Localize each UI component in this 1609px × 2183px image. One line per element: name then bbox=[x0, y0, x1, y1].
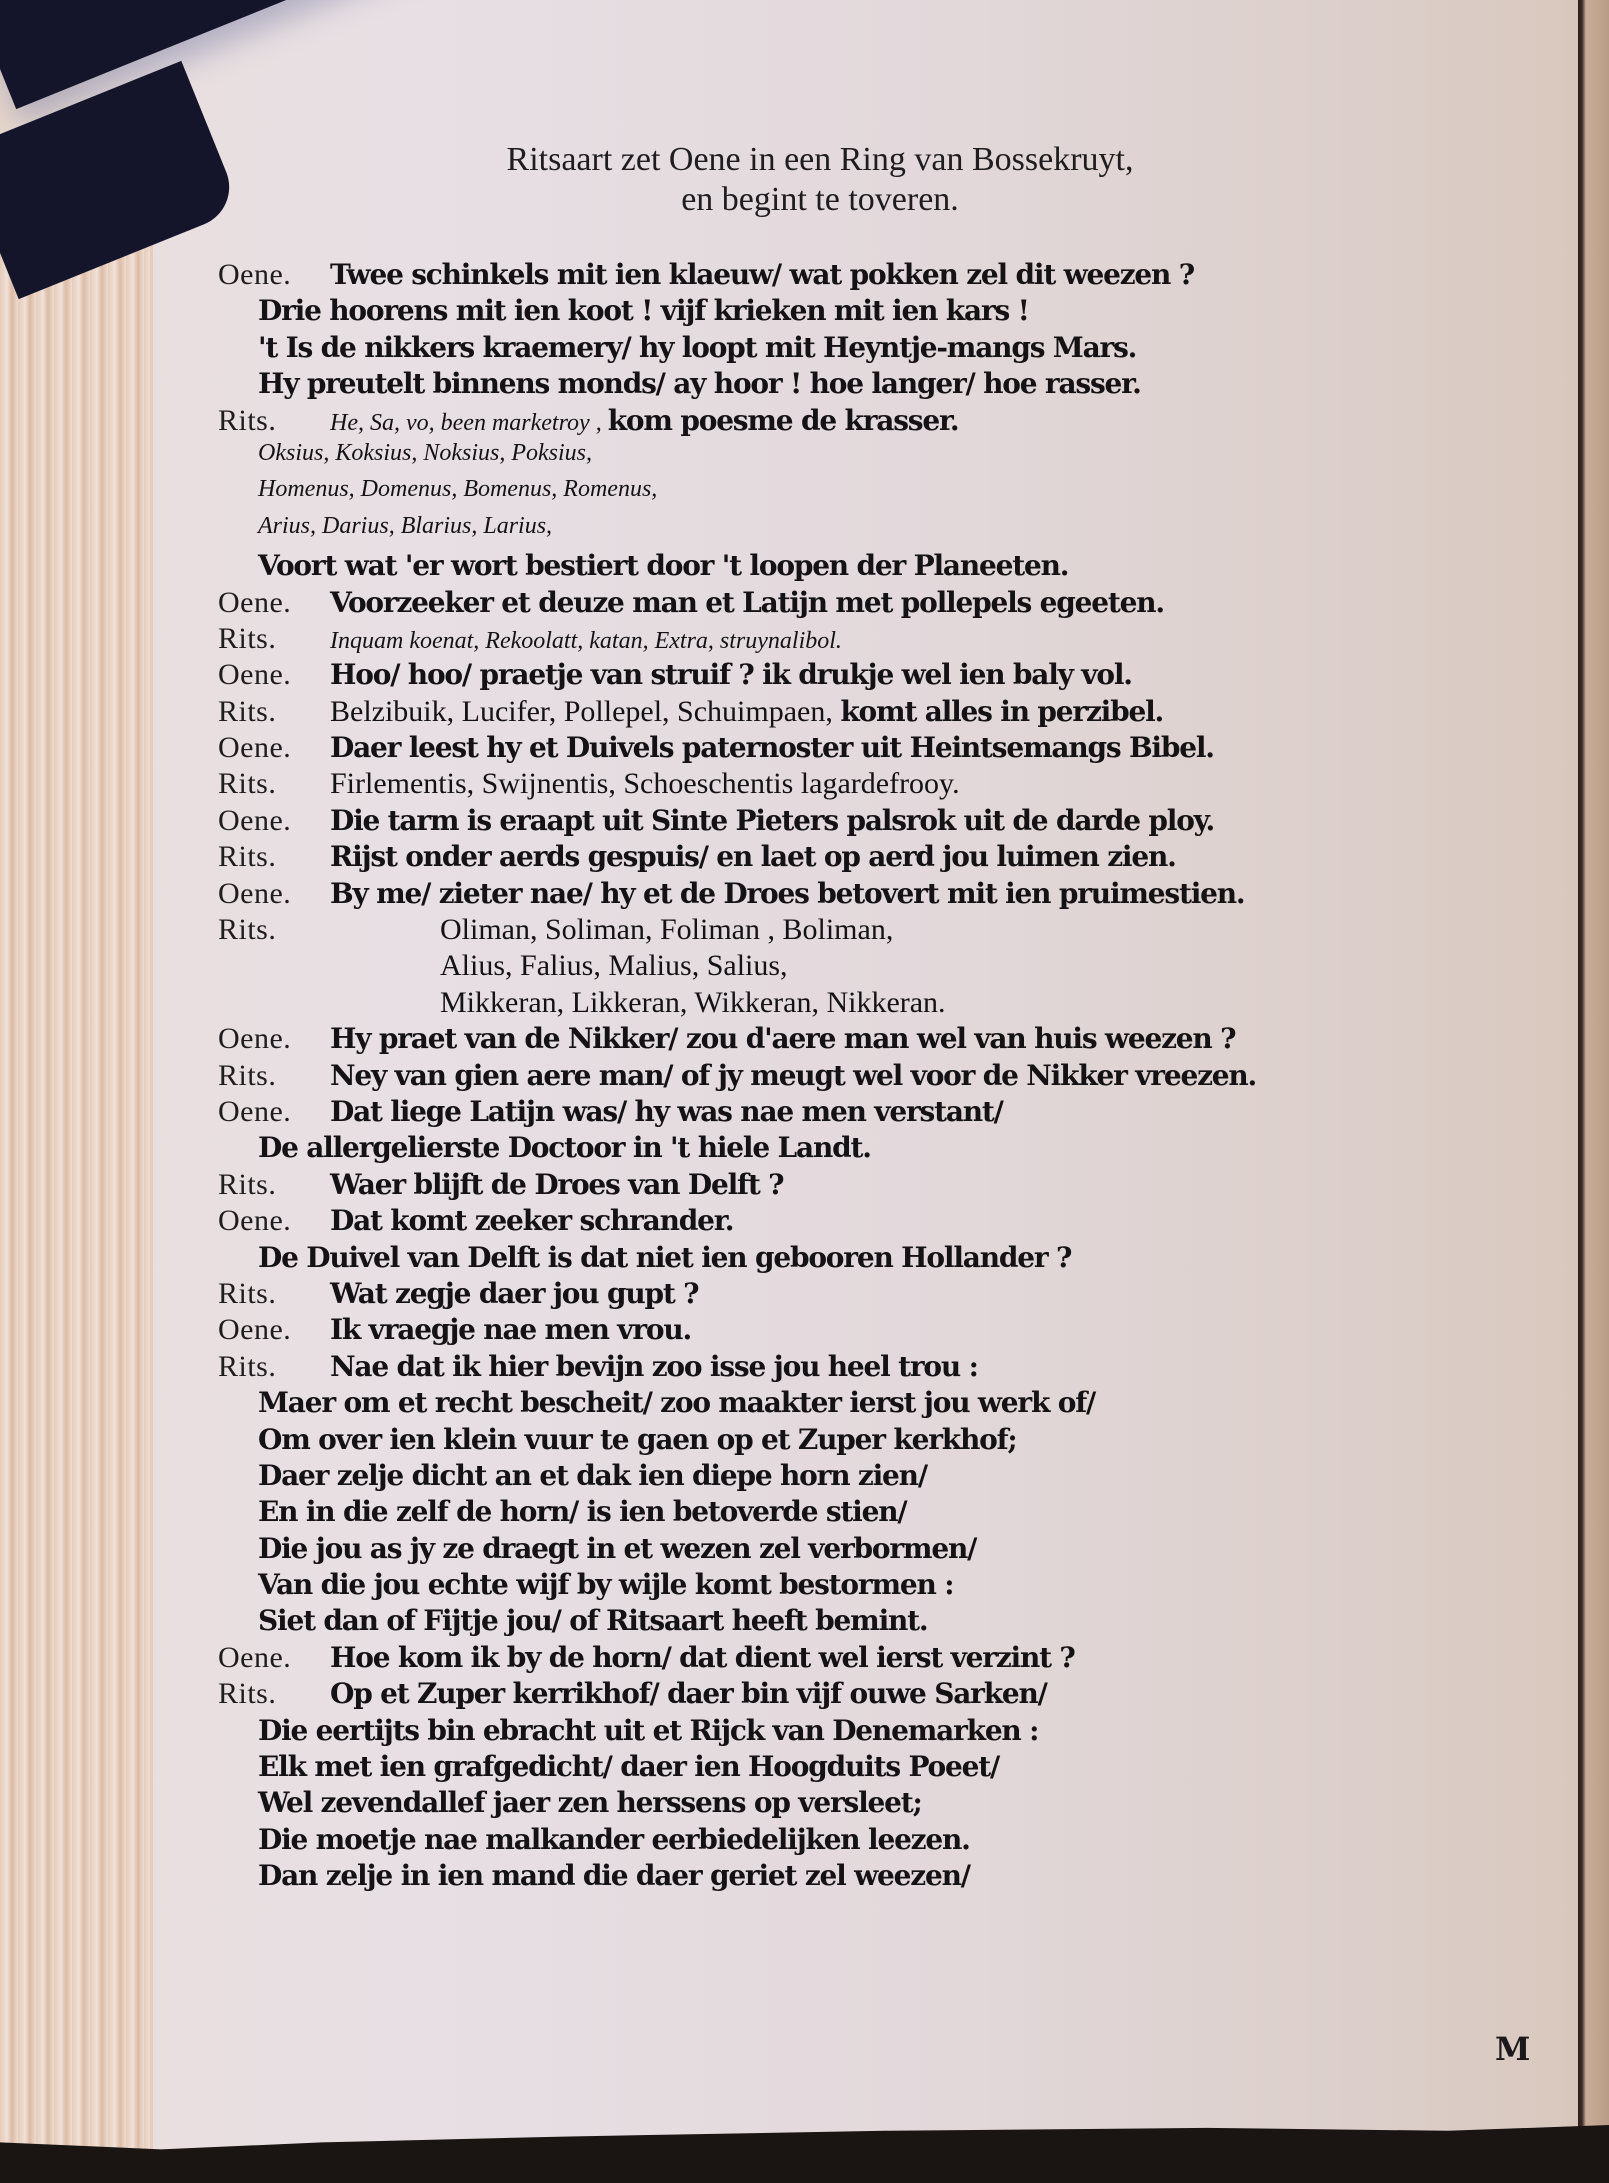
blackletter-text: Van die jou echte wijf by wijle komt bestormen : bbox=[258, 1568, 954, 1602]
dialogue-line bbox=[218, 476, 1418, 512]
dialogue-line bbox=[218, 1059, 1418, 1095]
dialogue-line bbox=[218, 549, 1418, 585]
dialogue-line bbox=[218, 1241, 1418, 1277]
line-text bbox=[218, 1241, 1071, 1274]
blackletter-text: Twee schinkels mit ien klaeuw/ wat pokken zel dit weezen ? bbox=[330, 258, 1194, 291]
dialogue-line bbox=[218, 1131, 1418, 1167]
blackletter-text: Nae dat ik hier bevijn zoo isse jou heel trou : bbox=[330, 1349, 978, 1383]
line-text bbox=[330, 949, 788, 983]
dialogue-line bbox=[218, 695, 1418, 731]
blackletter-text: Voorzeeker et deuze man et Latijn met pollepels egeeten. bbox=[330, 585, 1164, 619]
line-text bbox=[330, 804, 1214, 837]
line-text bbox=[330, 658, 1132, 691]
speaker-label: Rits. bbox=[218, 913, 277, 947]
line-text bbox=[218, 1750, 999, 1783]
line-text bbox=[330, 913, 893, 947]
line-text bbox=[330, 986, 946, 1020]
line-text bbox=[218, 1786, 922, 1819]
dialogue-line bbox=[218, 804, 1418, 840]
dialogue-line bbox=[218, 440, 1418, 476]
speaker-label: Rits. bbox=[218, 1677, 277, 1711]
speaker-label: Rits. bbox=[218, 403, 277, 437]
line-text bbox=[218, 1604, 927, 1637]
roman-text: Alius, Falius, Malius, Salius, bbox=[440, 949, 788, 983]
line-text bbox=[218, 476, 657, 503]
dialogue-line bbox=[218, 367, 1418, 403]
speaker-label: Oene. bbox=[218, 731, 292, 765]
dialogue-line bbox=[218, 913, 1418, 949]
line-text bbox=[330, 1095, 1003, 1128]
line-text bbox=[218, 513, 552, 540]
blackletter-text: Dat liege Latijn was/ hy was nae men verstant/ bbox=[330, 1094, 1003, 1128]
blackletter-text: Drie hoorens mit ien koot ! vijf krieken mit ien kars ! bbox=[258, 294, 1029, 328]
blackletter-text: De Duivel van Delft is dat niet ien gebooren Hollander ? bbox=[258, 1240, 1072, 1274]
line-text bbox=[218, 1823, 970, 1856]
dialogue-line bbox=[218, 986, 1418, 1022]
dialogue-line bbox=[218, 1423, 1418, 1459]
heading-line-2: en begint te toveren. bbox=[681, 181, 959, 218]
dialogue-line bbox=[218, 1386, 1418, 1422]
dialogue-line bbox=[218, 1604, 1418, 1640]
dialogue-line bbox=[218, 731, 1418, 767]
blackletter-text: 't Is de nikkers kraemery/ hy loopt mit Heyntje-mangs Mars. bbox=[258, 330, 1137, 364]
dialogue-line bbox=[218, 513, 1418, 549]
dialogue-line bbox=[218, 1495, 1418, 1531]
blackletter-text: Rijst onder aerds gespuis/ en laet op aerd jou luimen zien. bbox=[330, 840, 1176, 874]
line-text bbox=[330, 1313, 691, 1346]
blackletter-text: Hoo/ hoo/ praetje van struif ? ik drukje wel ien baly vol. bbox=[330, 658, 1132, 692]
blackletter-text: Wat zegje daer jou gupt ? bbox=[330, 1276, 699, 1310]
dialogue-line bbox=[218, 586, 1418, 622]
italic-text: Inquam koenat, Rekoolatt, katan, Extra, struynalibol. bbox=[330, 627, 842, 654]
line-text bbox=[218, 1459, 927, 1492]
blackletter-text: Op et Zuper kerrikhof/ daer bin vijf ouwe Sarken/ bbox=[330, 1677, 1047, 1711]
speaker-label: Oene. bbox=[218, 1313, 292, 1347]
scene-heading bbox=[420, 140, 1220, 220]
speaker-label: Oene. bbox=[218, 1204, 292, 1238]
roman-text: Oliman, Soliman, Foliman , Boliman, bbox=[440, 913, 894, 947]
speaker-label: Rits. bbox=[218, 621, 277, 655]
blackletter-text: Hy praet van de Nikker/ zou d'aere man wel van huis weezen ? bbox=[330, 1022, 1236, 1056]
blackletter-text: Die eertijts bin ebracht uit et Rijck van Denemarken : bbox=[258, 1713, 1039, 1747]
blackletter-text: By me/ zieter nae/ hy et de Droes betovert mit ien pruimestien. bbox=[330, 876, 1245, 910]
blackletter-text: Ik vraegje nae men vrou. bbox=[330, 1313, 692, 1347]
dialogue-line bbox=[218, 877, 1418, 913]
signature-mark: M bbox=[1495, 2030, 1528, 2068]
dialogue-line bbox=[218, 1714, 1418, 1750]
dialogue-line bbox=[218, 1677, 1418, 1713]
blackletter-text: Voort wat 'er wort bestiert door 't loopen der Planeeten. bbox=[258, 549, 1069, 583]
line-text bbox=[330, 731, 1214, 764]
speaker-label: Oene. bbox=[218, 803, 292, 837]
dialogue-line bbox=[218, 1204, 1418, 1240]
dialogue-line bbox=[218, 331, 1418, 367]
blackletter-text: Die moetje nae malkander eerbiedelijken leezen. bbox=[258, 1822, 970, 1856]
blackletter-text: Die tarm is eraapt uit Sinte Pieters palsrok uit de darde ploy. bbox=[330, 803, 1215, 837]
blackletter-text: De allergelierste Doctoor in 't hiele Landt. bbox=[258, 1131, 871, 1165]
italic-text: Oksius, Koksius, Noksius, Poksius, bbox=[258, 439, 593, 466]
line-text bbox=[330, 767, 960, 801]
blackletter-text: Die jou as jy ze draegt in et wezen zel verbormen/ bbox=[258, 1531, 977, 1565]
speaker-label: Oene. bbox=[218, 258, 292, 291]
line-text bbox=[330, 258, 1194, 291]
blackletter-text: Daer leest hy et Duivels paternoster uit Heintsemangs Bibel. bbox=[330, 731, 1214, 765]
line-text bbox=[330, 404, 958, 437]
line-text bbox=[218, 367, 1141, 400]
blackletter-text: Ney van gien aere man/ of jy meugt wel voor de Nikker vreezen. bbox=[330, 1058, 1257, 1092]
speaker-label: Rits. bbox=[218, 1167, 277, 1201]
line-text bbox=[218, 1131, 871, 1164]
dialogue-line bbox=[218, 294, 1418, 330]
blackletter-text: Maer om et recht bescheit/ zoo maakter ierst jou werk of/ bbox=[258, 1386, 1096, 1420]
line-text bbox=[330, 1350, 978, 1383]
line-text bbox=[330, 840, 1176, 873]
blackletter-text: Daer zelje dicht an et dak ien diepe horn zien/ bbox=[258, 1458, 927, 1492]
line-text bbox=[330, 1204, 733, 1237]
dialogue-line bbox=[218, 1313, 1418, 1349]
line-text bbox=[218, 1423, 1017, 1456]
roman-text: Mikkeran, Likkeran, Wikkeran, Nikkeran. bbox=[440, 985, 946, 1019]
blackletter-text: komt alles in perzibel. bbox=[840, 694, 1164, 728]
dialogue-line bbox=[218, 404, 1418, 440]
dialogue-line bbox=[218, 1823, 1418, 1859]
dialogue-line bbox=[218, 1277, 1418, 1313]
blackletter-text: Siet dan of Fijtje jou/ of Ritsaart heeft bemint. bbox=[258, 1604, 928, 1638]
dialogue-line bbox=[218, 1168, 1418, 1204]
line-text bbox=[330, 1277, 698, 1310]
speaker-label: Oene. bbox=[218, 585, 292, 619]
italic-text: Arius, Darius, Blarius, Larius, bbox=[258, 512, 553, 539]
dialogue-line bbox=[218, 1095, 1418, 1131]
italic-text: He, Sa, vo, been marketroy , bbox=[330, 409, 608, 436]
speaker-label: Oene. bbox=[218, 658, 292, 692]
dialogue-line bbox=[218, 1859, 1418, 1895]
dialogue-line bbox=[218, 1459, 1418, 1495]
dialogue-line bbox=[218, 1532, 1418, 1568]
line-text bbox=[218, 440, 592, 467]
speaker-label: Oene. bbox=[218, 1022, 292, 1056]
dialogue-line bbox=[218, 1350, 1418, 1386]
italic-text: Homenus, Domenus, Bomenus, Romenus, bbox=[258, 476, 658, 503]
page-fore-edge bbox=[0, 220, 150, 2180]
blackletter-text: Hy preutelt binnens monds/ ay hoor ! hoe langer/ hoe rasser. bbox=[258, 367, 1141, 401]
speaker-label: Rits. bbox=[218, 1349, 277, 1383]
dialogue-line bbox=[218, 949, 1418, 985]
blackletter-text: Dan zelje in ien mand die daer geriet zel weezen/ bbox=[258, 1859, 970, 1893]
blackletter-text: Hoe kom ik by de horn/ dat dient wel ierst verzint ? bbox=[330, 1640, 1075, 1674]
line-text bbox=[330, 877, 1244, 910]
dialogue-line bbox=[218, 1568, 1418, 1604]
line-text bbox=[218, 1568, 953, 1601]
speaker-label: Rits. bbox=[218, 1058, 277, 1092]
dialogue-line bbox=[218, 1022, 1418, 1058]
dialogue-block bbox=[218, 258, 1418, 1896]
roman-text: Firlementis, Swijnentis, Schoeschentis lagardefrooy. bbox=[330, 767, 960, 801]
line-text bbox=[330, 695, 1163, 729]
line-text bbox=[330, 628, 842, 655]
blackletter-text: En in die zelf de horn/ is ien betoverde stien/ bbox=[258, 1495, 907, 1529]
dialogue-line bbox=[218, 622, 1418, 658]
page-edge-line bbox=[150, 220, 153, 2180]
roman-text: Belzibuik, Lucifer, Pollepel, Schuimpaen, bbox=[330, 694, 841, 728]
line-text bbox=[330, 1677, 1047, 1710]
line-text bbox=[218, 1386, 1095, 1419]
heading-line-1: Ritsaart zet Oene in een Ring van Bossekruyt, bbox=[506, 141, 1134, 178]
line-text bbox=[330, 586, 1164, 619]
line-text bbox=[218, 294, 1029, 327]
blackletter-text: Wel zevendallef jaer zen herssens op versleet; bbox=[258, 1786, 922, 1820]
dialogue-line bbox=[218, 1750, 1418, 1786]
speaker-label: Rits. bbox=[218, 694, 277, 728]
blackletter-text: kom poesme de krasser. bbox=[607, 403, 959, 437]
speaker-label: Oene. bbox=[218, 1640, 292, 1674]
speaker-label: Rits. bbox=[218, 840, 277, 874]
line-text bbox=[330, 1022, 1235, 1055]
dialogue-line bbox=[218, 840, 1418, 876]
line-text bbox=[218, 1495, 906, 1528]
dialogue-line bbox=[218, 658, 1418, 694]
dialogue-line bbox=[218, 1641, 1418, 1677]
blackletter-text: Dat komt zeeker schrander. bbox=[330, 1204, 734, 1238]
line-text bbox=[218, 1859, 970, 1892]
line-text bbox=[218, 331, 1136, 364]
dialogue-line bbox=[218, 1786, 1418, 1822]
dialogue-line bbox=[218, 258, 1418, 294]
speaker-label: Rits. bbox=[218, 1276, 277, 1310]
book-binding-edge bbox=[1578, 0, 1609, 2183]
line-text bbox=[330, 1168, 783, 1201]
line-text bbox=[218, 1532, 976, 1565]
blackletter-text: Elk met ien grafgedicht/ daer ien Hoogduits Poeet/ bbox=[258, 1750, 1000, 1784]
line-text bbox=[218, 1714, 1038, 1747]
line-text bbox=[218, 549, 1068, 582]
blackletter-text: Om over ien klein vuur te gaen op et Zuper kerkhof; bbox=[258, 1422, 1017, 1456]
dialogue-line bbox=[218, 767, 1418, 803]
speaker-label: Oene. bbox=[218, 876, 292, 910]
blackletter-text: Waer blijft de Droes van Delft ? bbox=[330, 1167, 784, 1201]
line-text bbox=[330, 1641, 1075, 1674]
line-text bbox=[330, 1059, 1256, 1092]
speaker-label: Rits. bbox=[218, 767, 277, 801]
speaker-label: Oene. bbox=[218, 1094, 292, 1128]
